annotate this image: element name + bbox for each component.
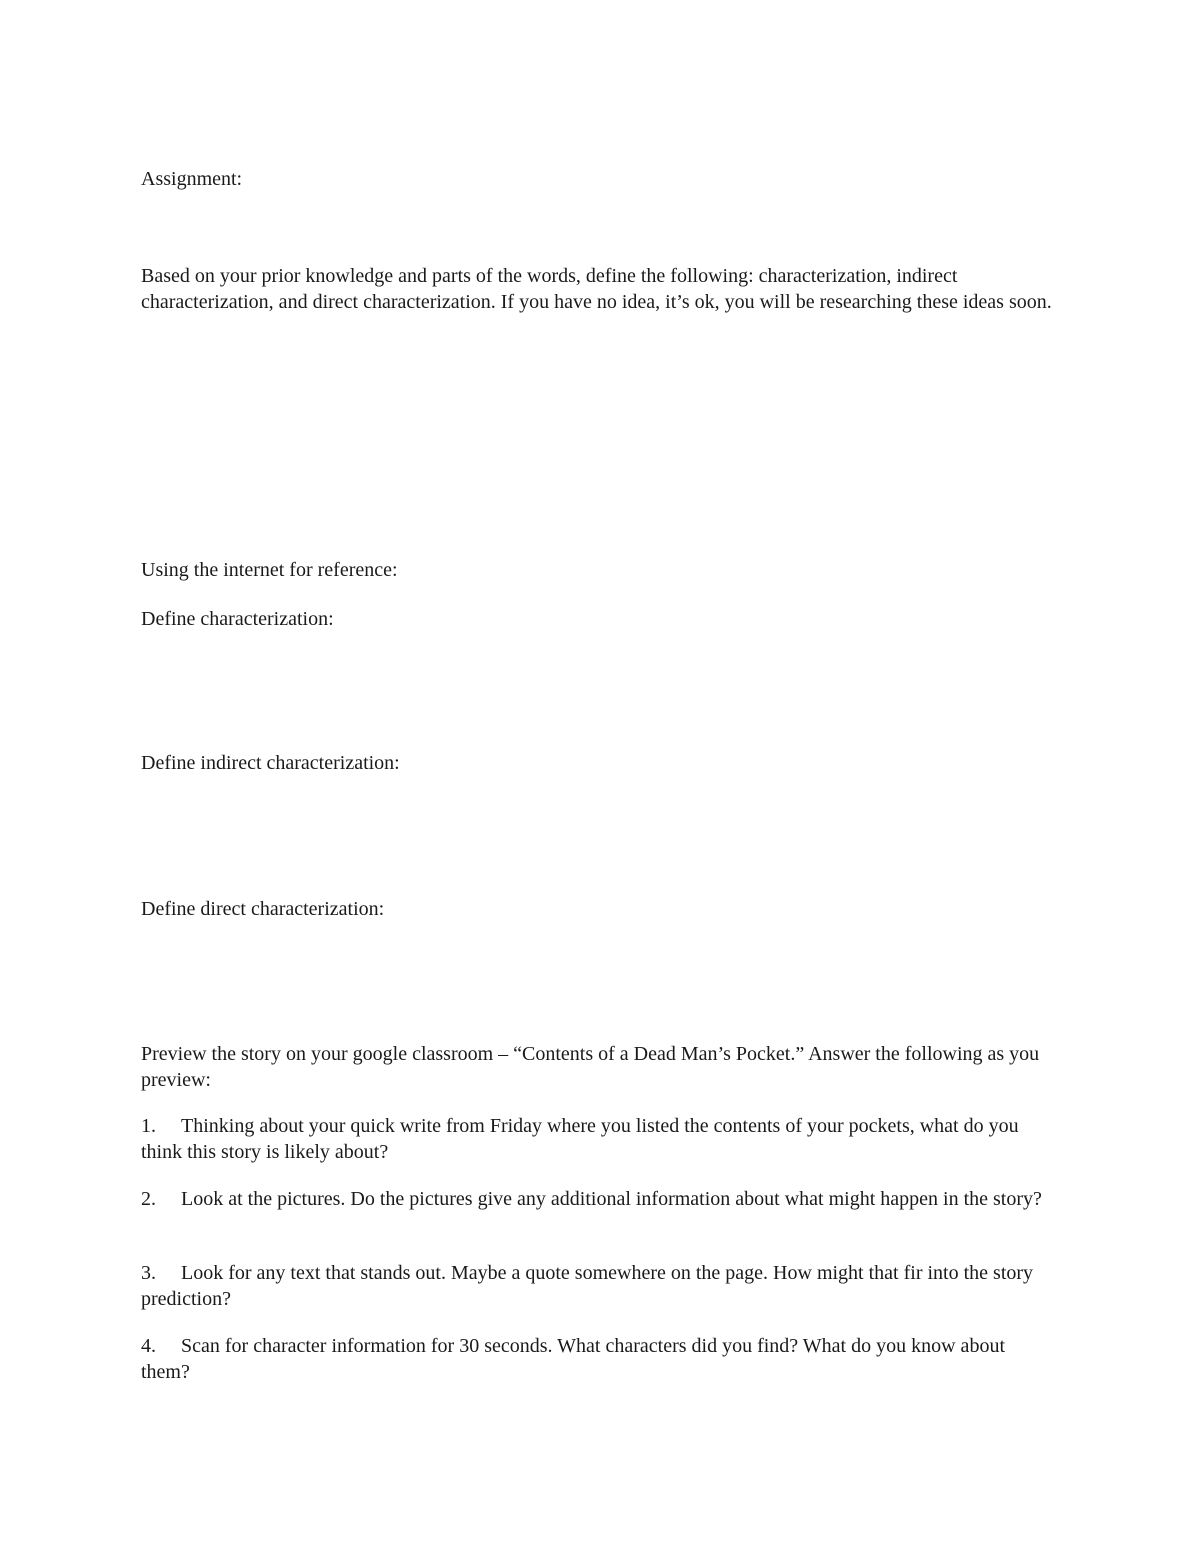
preview-paragraph: Preview the story on your google classroom – “Contents of a Dead Man’s Pocket.” Answer the following as you preview: [141, 1043, 1040, 1091]
question-number: 1. [141, 1115, 156, 1137]
question-text: Scan for character information for 30 seconds. What characters did you find? What do you know about them? [141, 1335, 1005, 1383]
question-text: Thinking about your quick write from Friday where you listed the contents of your pockets, what do you think this story is likely about? [141, 1115, 1019, 1163]
question-number: 2. [141, 1188, 156, 1210]
question-3 [141, 1260, 1056, 1312]
question-1 [141, 1113, 1056, 1165]
question-number: 3. [141, 1262, 156, 1284]
intro-paragraph: Based on your prior knowledge and parts of the words, define the following: characterization, indirect characterization, and direct characterization. If you have no idea, it’s ok, you will be researching these ideas soon. [141, 265, 1052, 313]
assignment-heading: Assignment: [141, 168, 243, 190]
question-2 [141, 1186, 1056, 1212]
question-4 [141, 1333, 1056, 1385]
question-number: 4. [141, 1335, 156, 1357]
define-characterization-prompt: Define characterization: [141, 608, 334, 630]
question-text: Look for any text that stands out. Maybe a quote somewhere on the page. How might that fir into the story prediction? [141, 1262, 1034, 1310]
define-indirect-characterization-prompt: Define indirect characterization: [141, 752, 400, 774]
reference-heading: Using the internet for reference: [141, 559, 398, 581]
question-text: Look at the pictures. Do the pictures give any additional information about what might happen in the story? [181, 1188, 1042, 1210]
define-direct-characterization-prompt: Define direct characterization: [141, 898, 385, 920]
